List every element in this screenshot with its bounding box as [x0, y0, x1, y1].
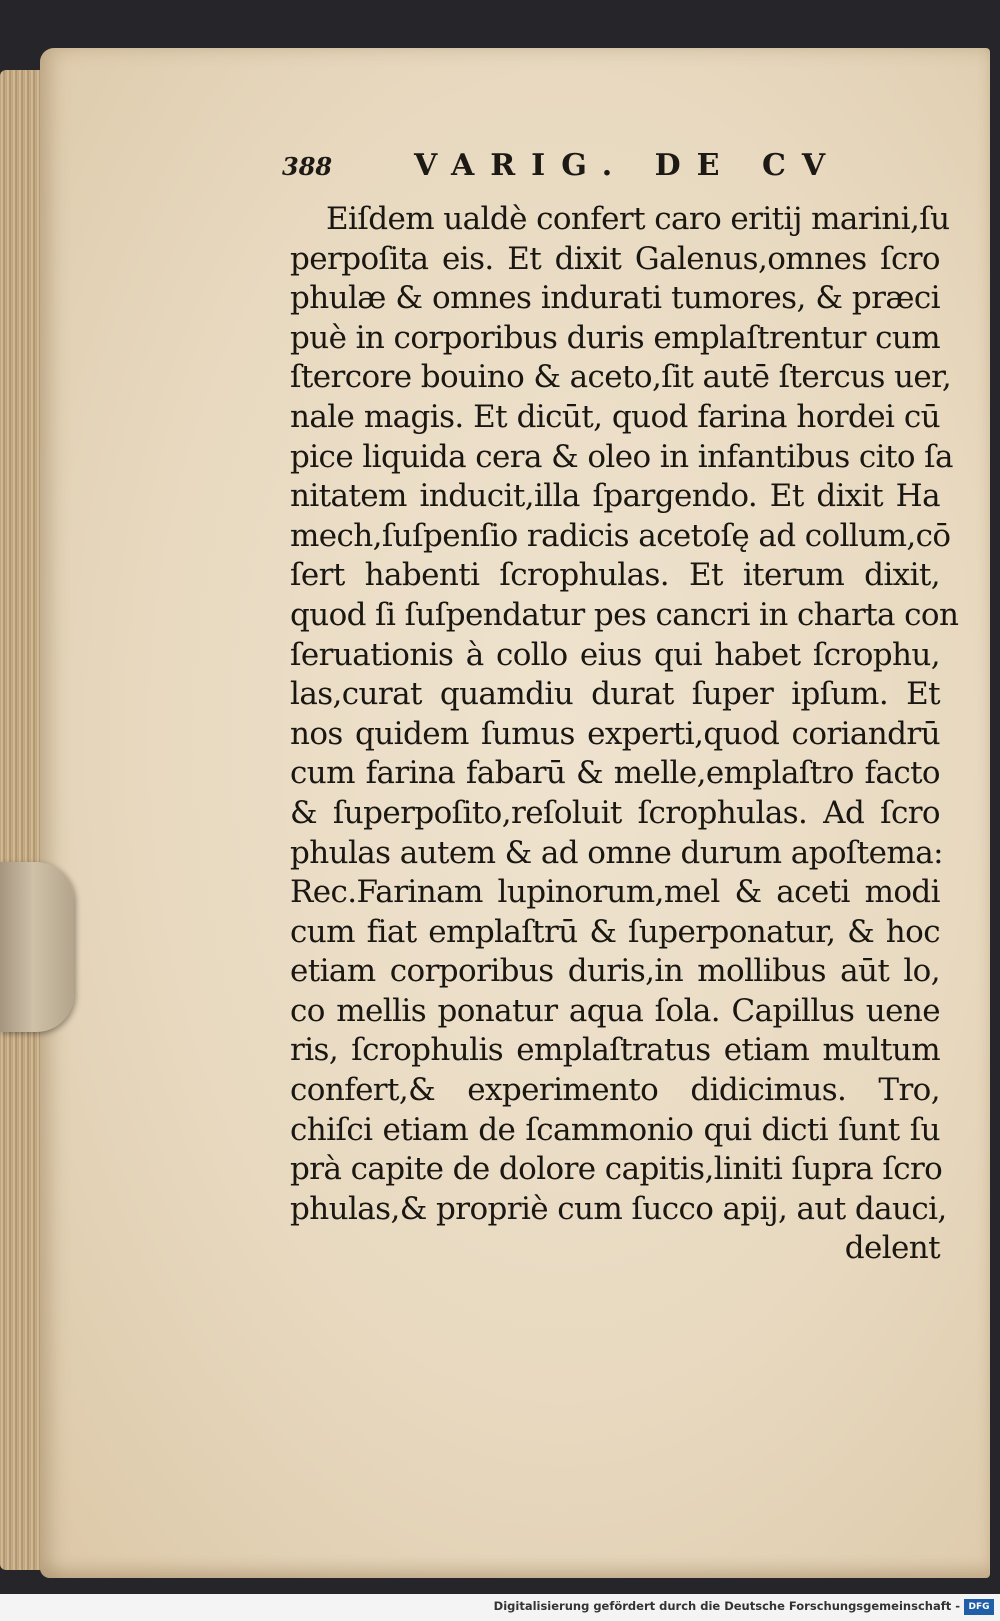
book-clasp [0, 862, 74, 1032]
text-line: & ſuperpoſito,reſoluit ſcrophulas. Ad ſcro [290, 794, 940, 831]
text-block [290, 200, 959, 1269]
text-line: cum farina fabarū & melle,emplaſtro facto [290, 755, 940, 792]
text-line: etiam corporibus duris,in mollibus aūt lo, [290, 953, 940, 990]
text-line: phulas autem & ad omne durum apoſtema: [290, 834, 943, 871]
text-line: cum fiat emplaſtrū & ſuperponatur, & hoc [290, 913, 940, 950]
text-line: Rec.Farinam lupinorum,mel & aceti modi [290, 874, 940, 911]
text-line: mech,ſuſpenſio radicis acetoſę ad collum,cō [290, 517, 951, 554]
text-line: chiſci etiam de ſcammonio qui dicti ſunt ſu [290, 1111, 940, 1148]
text-line: confert,& experimento didicimus. Tro, [290, 1072, 940, 1109]
dfg-logo-icon: DFG [964, 1599, 994, 1615]
running-head [282, 148, 932, 188]
digitization-footer [0, 1594, 1000, 1621]
text-line: prà capite de dolore capitis,liniti ſupra ſcro [290, 1151, 943, 1188]
catchword: delent [844, 1230, 940, 1267]
text-line: phulas,& propriè cum ſucco apij, aut dauci, [290, 1190, 947, 1227]
footer-credit: Digitalisierung gefördert durch die Deutsche Forschungsgemeinschaft - [493, 1599, 960, 1613]
page-number: 388 [282, 152, 333, 181]
text-line: phulæ & omnes indurati tumores, & præci [290, 280, 940, 317]
text-line: perpoſita eis. Et dixit Galenus,omnes ſcro [290, 240, 940, 277]
running-head-title: VARIG. DE CV [414, 148, 842, 183]
text-line: ſeruationis à collo eius qui habet ſcrophu, [290, 636, 940, 673]
text-line: Eiſdem ualdè confert caro eritij marini,ſu [326, 201, 950, 237]
text-line: ris, ſcrophulis emplaſtratus etiam multum [290, 1032, 940, 1069]
text-line: las,curat quamdiu durat ſuper ipſum. Et [290, 676, 940, 713]
text-line: puè in corporibus duris emplaſtrentur cum [290, 319, 940, 356]
text-line: nos quidem ſumus experti,quod coriandrū [290, 715, 940, 752]
text-line: nale magis. Et dicūt, quod farina hordei cū [290, 398, 940, 435]
text-line: nitatem inducit,illa ſpargendo. Et dixit Ha [290, 478, 940, 515]
text-line: co mellis ponatur aqua ſola. Capillus uene [290, 992, 940, 1029]
text-line: pice liquida cera & oleo in infantibus cito ſa [290, 438, 953, 475]
text-line: ſtercore bouino & aceto,ſit autē ſtercus uer, [290, 359, 952, 396]
text-line: quod ſi ſuſpendatur pes cancri in charta con [290, 596, 959, 633]
text-line: ſert habenti ſcrophulas. Et iterum dixit, [290, 557, 940, 594]
